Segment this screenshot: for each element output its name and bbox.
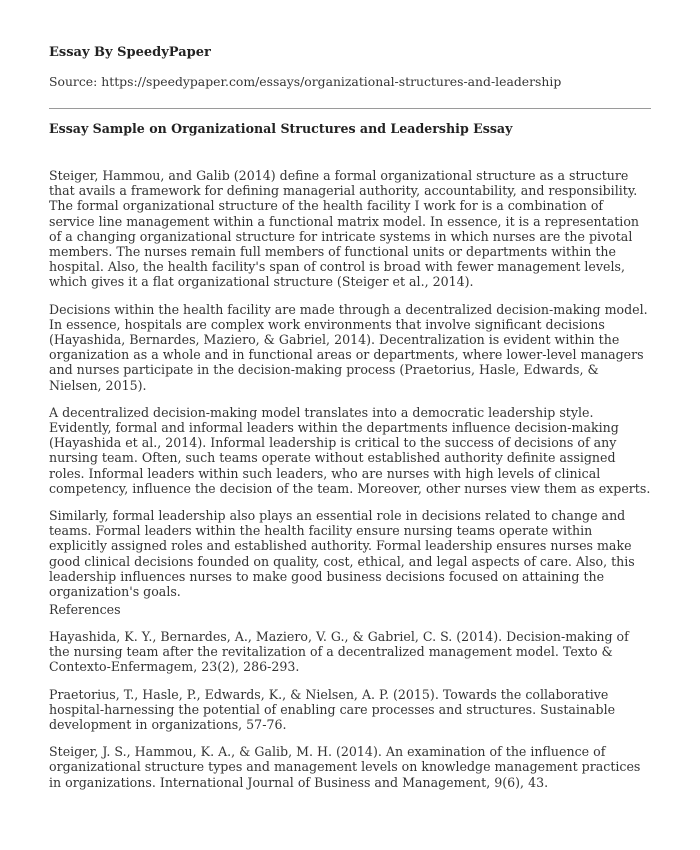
references-list (49, 629, 651, 802)
body-paragraph: Decisions within the health facility are made through a decentralized decision-making model. In essence, hospitals are complex work environments that involve significant decisions (Hayashida, Bernardes, Maziero, & Gabriel, 2014). Decentralization is evident within the organization as a whole and in functional areas or departments, where lower-level managers and nurses participate in the decision-making process (Praetorius, Hasle, Edwards, & Nielsen, 2015). (49, 301, 648, 393)
reference-item: Steiger, J. S., Hammou, K. A., & Galib, M. H. (2014). An examination of the influence of organizational structure types and management levels on knowledge management practices in organizations. International Journal of Business and Management, 9(6), 43. (49, 744, 641, 790)
brand-heading: Essay By SpeedyPaper (49, 45, 211, 60)
essay-title: Essay Sample on Organizational Structures and Leadership Essay (49, 121, 513, 136)
body-paragraph: A decentralized decision-making model translates into a democratic leadership style. Evidently, formal and informal leaders within the departments influence decision-making (Hayashida et al., 2014). Informal leadership is critical to the success of decisions of any nursing team. Often, such teams operate without established authority definite assigned roles. Informal leaders within such leaders, who are nurses with high levels of clinical competency, influence the decision of the team. Moreover, other nurses view them as experts. (49, 404, 651, 496)
body-paragraph: Similarly, formal leadership also plays an essential role in decisions related to change and teams. Formal leaders within the health facility ensure nursing teams operate within explicitly assigned roles and established authority. Formal leadership ensures nurses make good clinical decisions founded on quality, cost, ethical, and legal aspects of care. Also, this leadership influences nurses to make good business decisions focused on attaining the organization's goals. (49, 508, 635, 600)
source-line: Source: https://speedypaper.com/essays/organizational-structures-and-leadership (49, 74, 562, 89)
reference-item: Praetorius, T., Hasle, P., Edwards, K., & Nielsen, A. P. (2015). Towards the collaborative hospital-harnessing the potential of enabling care processes and structures. Sustainable development in organizations, 57-76. (49, 686, 616, 733)
reference-item: Hayashida, K. Y., Bernardes, A., Maziero, V. G., & Gabriel, C. S. (2014). Decision-making of the nursing team after the revitalization of a decentralized management model. Texto & Contexto-Enfermagem, 23(2), 286-293. (49, 629, 629, 675)
essay-body (49, 168, 651, 611)
header-divider (49, 108, 651, 109)
references-heading: References (49, 602, 121, 617)
body-paragraph: Steiger, Hammou, and Galib (2014) define a formal organizational structure as a structure that avails a framework for defining managerial authority, accountability, and responsibility. The formal organizational structure of the health facility I work for is a combination of service line management within a functional matrix model. In essence, it is a representation of a changing organizational structure for intricate systems in which nurses are the pivotal members. The nurses remain full members of functional units or departments within the hospital. Also, the health facility's span of control is broad with fewer management levels, which gives it a flat organizational structure (Steiger et al., 2014). (49, 168, 640, 290)
